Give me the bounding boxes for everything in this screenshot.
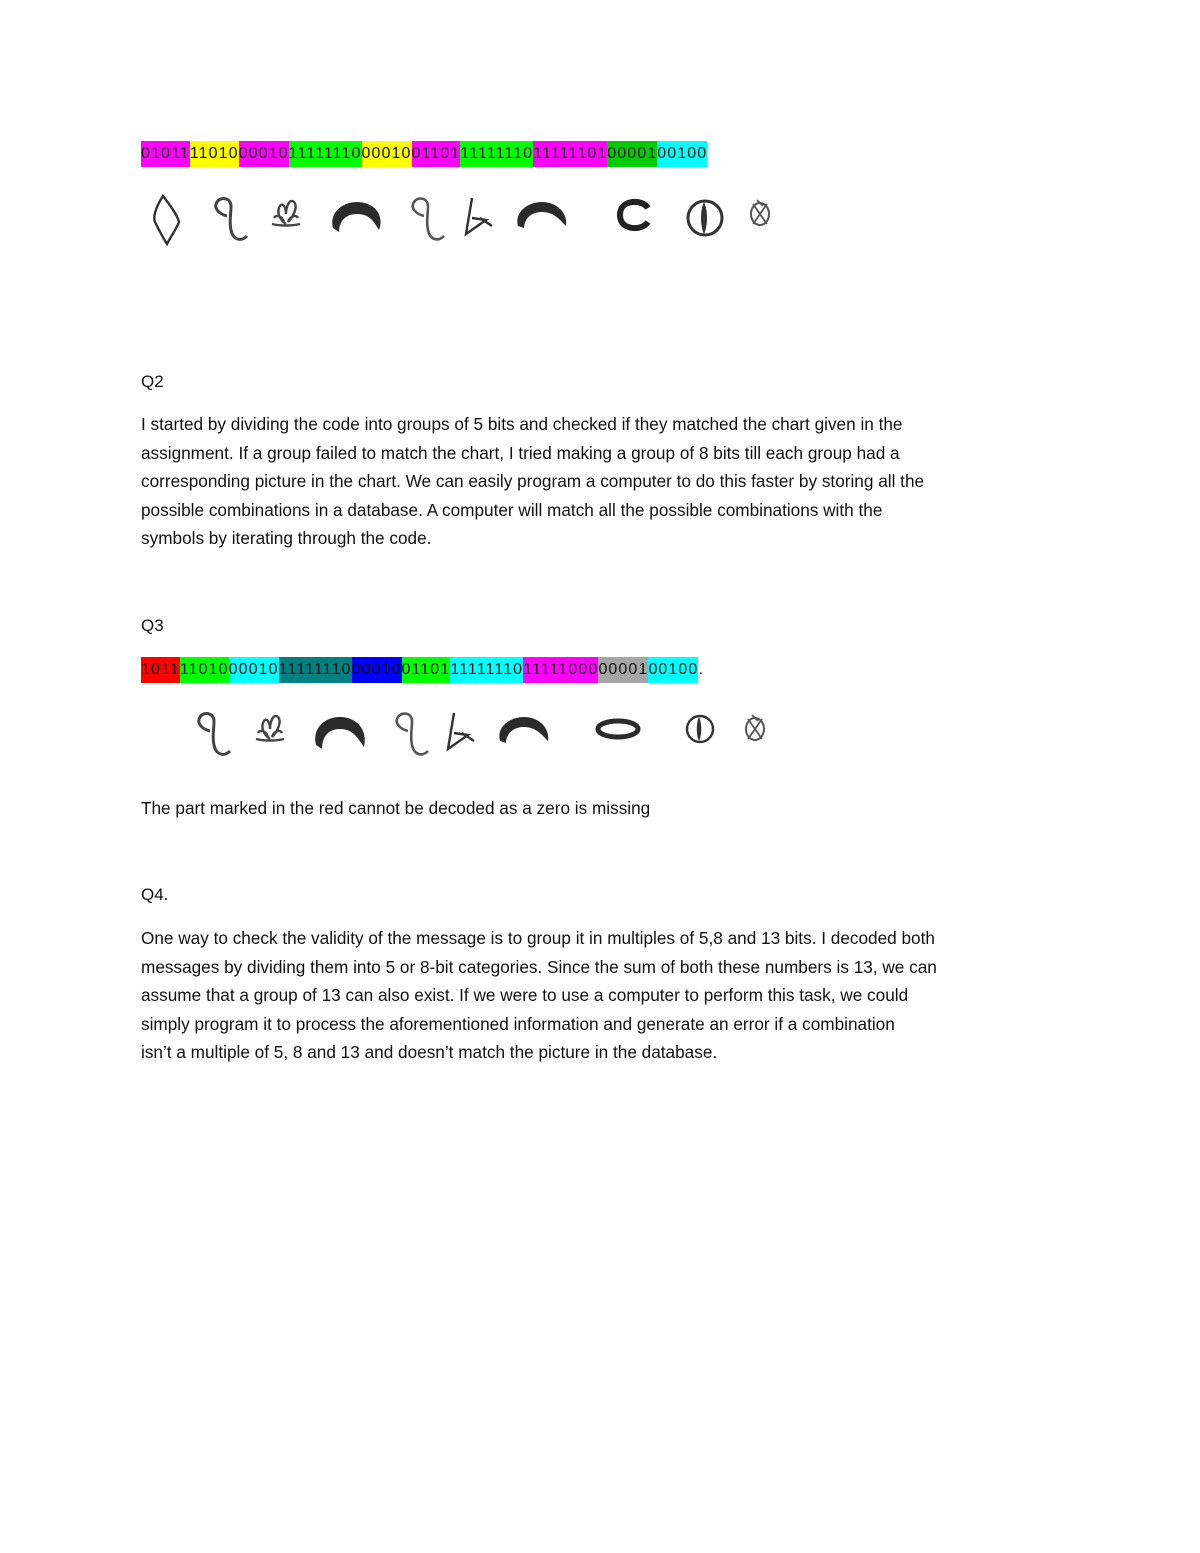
q3-code-segment: 11010 (180, 657, 229, 683)
q1-code-row (141, 141, 707, 167)
q4-line: assume that a group of 13 can also exist. If we were to use a computer to perform this task, we could (141, 985, 909, 1005)
q4-line: messages by dividing them into 5 or 8-bit categories. Since the sum of both these numbers is 13, we can (141, 956, 937, 977)
q3-code-segment: 01101 (402, 657, 451, 683)
q1-code-segment: 11111101 (533, 141, 607, 167)
crossed-circle-glyph-icon (740, 707, 770, 747)
q4-line: One way to check the validity of the message is to group it in multiples of 5,8 and 13 bits. I decoded both (141, 928, 935, 948)
q4-line: isn’t a multiple of 5, 8 and 13 and doesn’t match the picture in the database. (141, 1042, 718, 1062)
flower-glyph-icon (250, 707, 290, 751)
triangle-tail-glyph-icon (438, 707, 478, 757)
q-loop-glyph-icon (386, 707, 436, 763)
q3-note (141, 794, 1071, 823)
q-loop-glyph-icon (188, 707, 238, 763)
q3-code-segment: 00010 (352, 657, 402, 683)
thick-arc-glyph-icon (325, 192, 389, 242)
q1-code-segment: 11010 (190, 141, 239, 167)
q1-code-segment: 00010 (362, 141, 412, 167)
q3-code-segment: 00010 (229, 657, 279, 683)
split-circle-glyph-icon (680, 707, 720, 747)
q1-code-segment: 11111110 (289, 141, 362, 167)
q1-code-segment: 00100 (657, 141, 707, 167)
c-glyph-icon (610, 192, 656, 238)
q3-code-segment: 1011 (141, 657, 180, 683)
q1-code-segment: 00010 (239, 141, 289, 167)
q2-line: I started by dividing the code into groups of 5 bits and checked if they matched the chart given in the (141, 414, 903, 434)
q3-code-segment: 11111000 (523, 657, 598, 683)
q-loop-glyph-icon (402, 192, 452, 248)
q-loop-glyph-icon (205, 192, 255, 248)
q3-code-segment: 11111110 (450, 657, 523, 683)
q4-paragraph (141, 924, 1071, 1067)
flower-glyph-icon (266, 192, 306, 236)
triangle-tail-glyph-icon (456, 192, 496, 242)
q3-note-text: The part marked in the red cannot be decoded as a zero is missing (141, 798, 651, 818)
q1-code-segment: 11111110 (460, 141, 533, 167)
q1-code-segment: 01101 (412, 141, 461, 167)
q3-code-segment: 00100 (648, 657, 698, 683)
crossed-circle-glyph-icon (745, 192, 775, 232)
thick-arc-glyph-icon (492, 707, 556, 757)
q3-code-row (141, 657, 704, 683)
q3-symbol-row (0, 707, 1200, 767)
q1-code-segment: 01011 (141, 141, 190, 167)
q3-code-segment: 11111110 (279, 657, 352, 683)
q3-code-segment: 00001 (598, 657, 648, 683)
q3-heading: Q3 (141, 616, 164, 635)
q2-line: assignment. If a group failed to match the chart, I tried making a group of 8 bits till each group had a (141, 442, 900, 463)
q1-symbol-row (0, 192, 1200, 252)
split-circle-glyph-icon (680, 192, 730, 242)
q2-line: symbols by iterating through the code. (141, 528, 432, 548)
q2-line: corresponding picture in the chart. We can easily program a computer to do this faster by storing all the (141, 471, 925, 491)
thick-arc-glyph-icon (510, 192, 574, 242)
q2-paragraph (141, 410, 1071, 553)
q1-code-segment: 00001 (607, 141, 657, 167)
q4-line: simply program it to process the aforementioned information and generate an error if a combination (141, 1013, 895, 1034)
q3-code-trailing-period: . (698, 661, 704, 678)
diamond-glyph-icon (145, 192, 187, 248)
q4-heading: Q4. (141, 885, 169, 904)
thick-arc-glyph-icon (308, 707, 372, 757)
oval-glyph-icon (590, 707, 646, 747)
q2-heading: Q2 (141, 372, 164, 391)
q2-line: possible combinations in a database. A computer will match all the possible combinations with the (141, 499, 883, 520)
